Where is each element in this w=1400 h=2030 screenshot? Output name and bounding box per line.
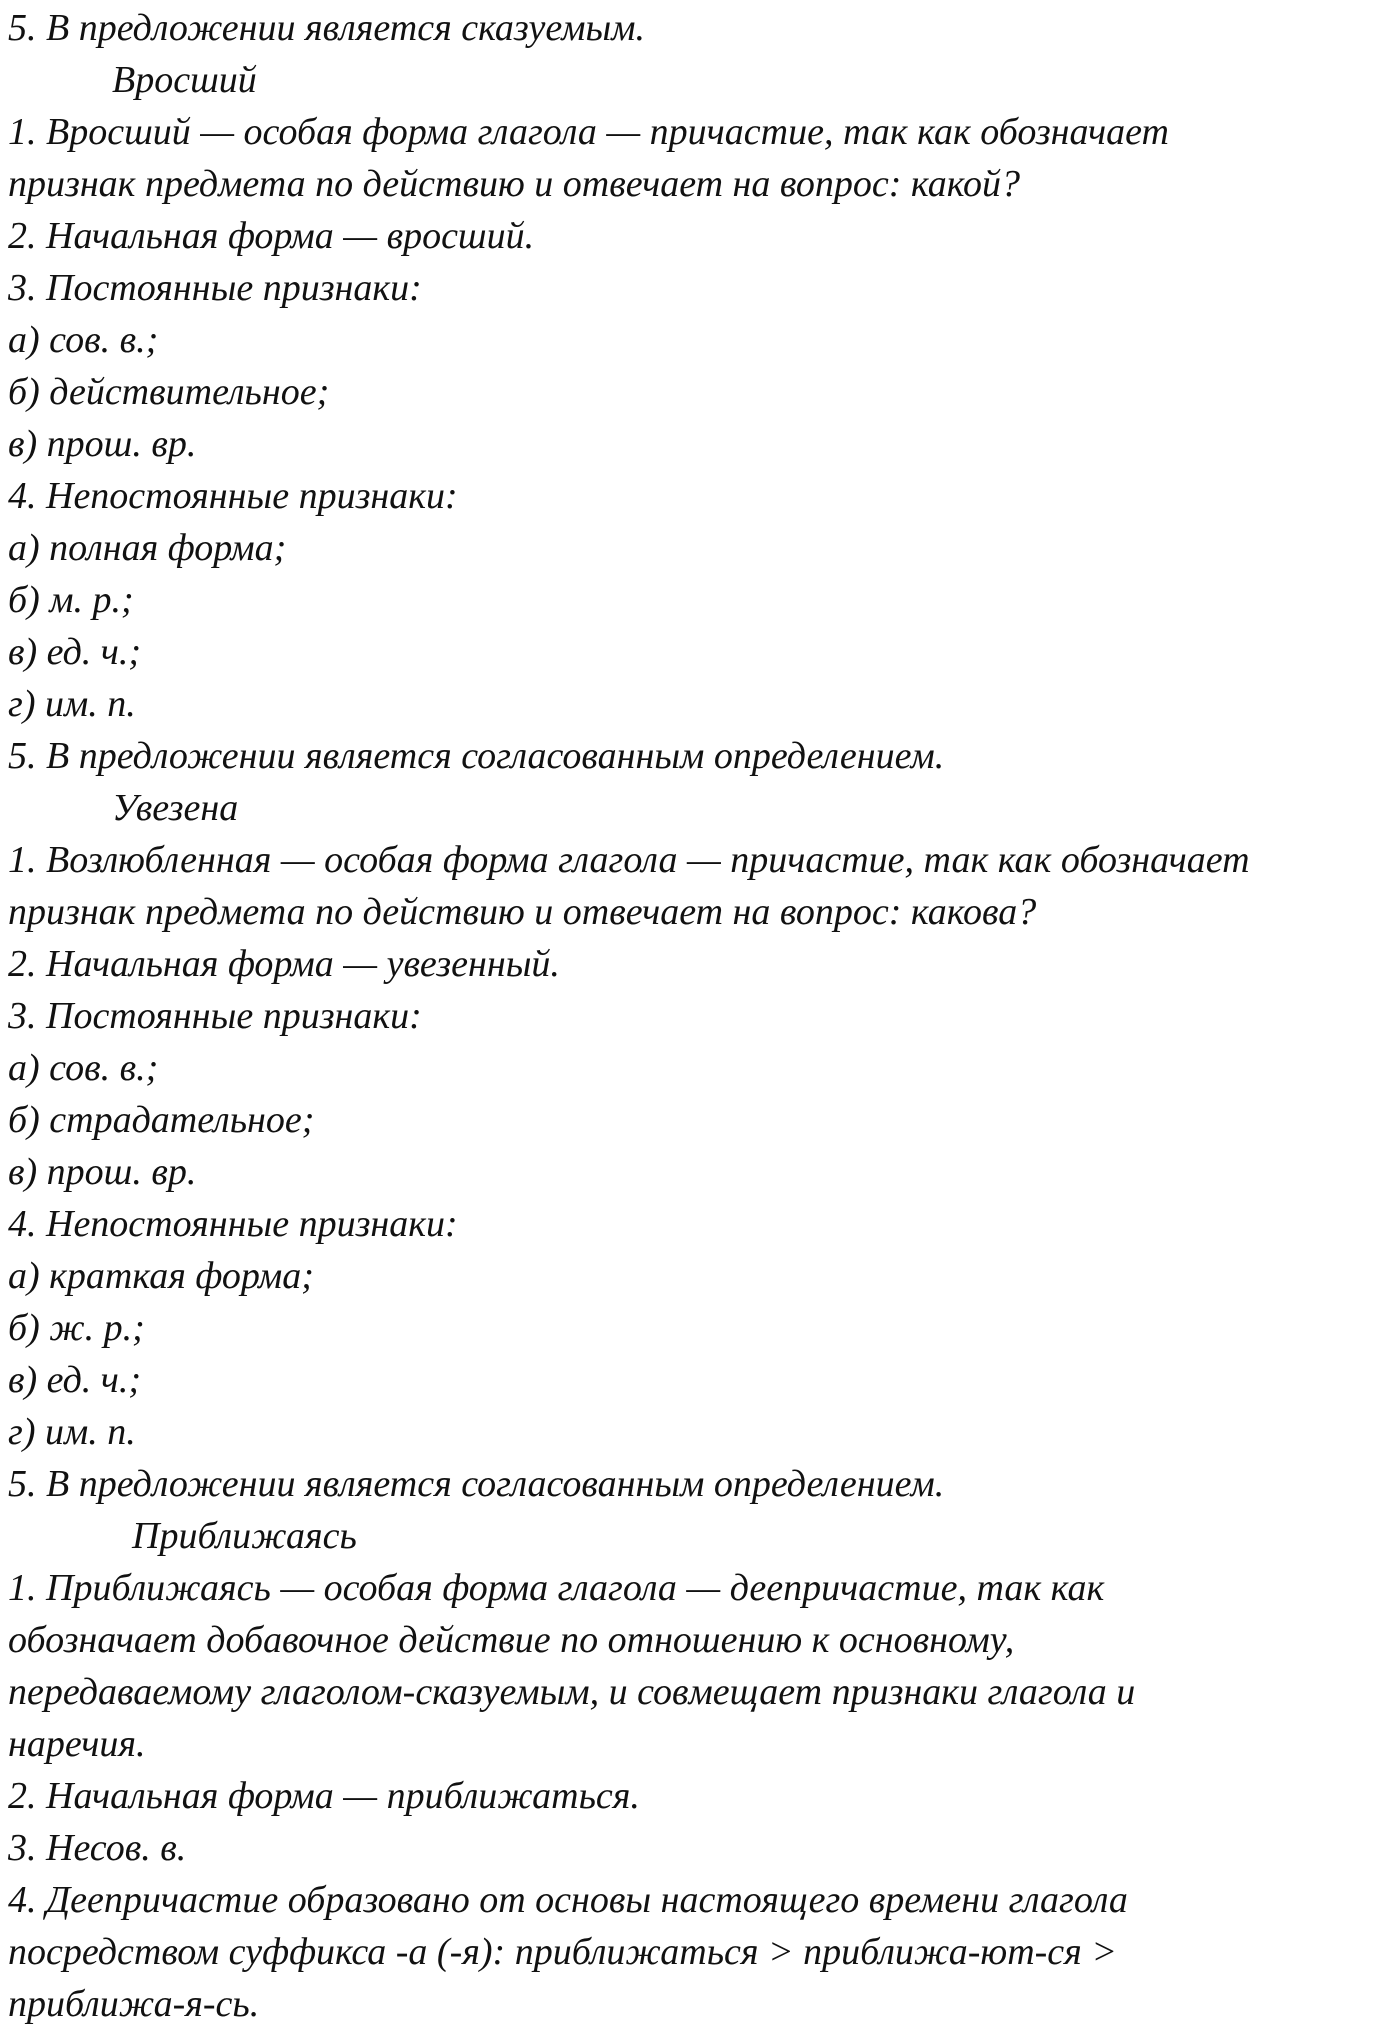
text-line: в) прош. вр. xyxy=(8,1151,197,1193)
text-line: а) сов. в.; xyxy=(8,1047,159,1089)
text-line: признак предмета по действию и отвечает на вопрос: какова? xyxy=(8,891,1037,933)
text-line: 5. В предложении является сказуемым. xyxy=(8,7,646,49)
text-line: б) страдательное; xyxy=(8,1099,315,1141)
section-heading: Вросший xyxy=(112,59,257,101)
text-line: а) краткая форма; xyxy=(8,1255,314,1297)
text-line: 3. Постоянные признаки: xyxy=(8,267,422,309)
text-line: передаваемому глаголом-сказуемым, и совмещает признаки глагола и xyxy=(8,1671,1136,1713)
text-line: а) полная форма; xyxy=(8,527,287,569)
text-line: б) ж. р.; xyxy=(8,1307,145,1349)
text-line: наречия. xyxy=(8,1723,146,1765)
text-line: в) ед. ч.; xyxy=(8,631,142,673)
text-line: приближа-я-сь. xyxy=(8,1983,260,2025)
text-line: обозначает добавочное действие по отношению к основному, xyxy=(8,1619,1015,1661)
text-line: в) ед. ч.; xyxy=(8,1359,142,1401)
text-line: 3. Несов. в. xyxy=(8,1827,187,1869)
text-line: 4. Деепричастие образовано от основы настоящего времени глагола xyxy=(8,1879,1128,1921)
text-line: 5. В предложении является согласованным определением. xyxy=(8,1463,945,1505)
text-line: 4. Непостоянные признаки: xyxy=(8,475,458,517)
text-line: 5. В предложении является согласованным определением. xyxy=(8,735,945,777)
text-line: 2. Начальная форма — увезенный. xyxy=(8,943,560,985)
text-line: 4. Непостоянные признаки: xyxy=(8,1203,458,1245)
text-line: 2. Начальная форма — вросший. xyxy=(8,215,535,257)
section-heading: Приближаясь xyxy=(132,1515,357,1557)
text-line: 1. Приближаясь — особая форма глагола — деепричастие, так как xyxy=(8,1567,1105,1609)
text-line: признак предмета по действию и отвечает на вопрос: какой? xyxy=(8,163,1021,205)
text-line: а) сов. в.; xyxy=(8,319,159,361)
text-line: г) им. п. xyxy=(8,683,136,725)
section-heading: Увезена xyxy=(112,787,239,829)
text-line: в) прош. вр. xyxy=(8,423,197,465)
text-line: посредством суффикса -а (-я): приближаться > приближа-ют-ся > xyxy=(8,1931,1117,1973)
text-line: 1. Вросший — особая форма глагола — причастие, так как обозначает xyxy=(8,111,1169,153)
text-line: 3. Постоянные признаки: xyxy=(8,995,422,1037)
text-line: г) им. п. xyxy=(8,1411,136,1453)
document-text xyxy=(8,2,1393,2030)
text-line: 1. Возлюбленная — особая форма глагола — причастие, так как обозначает xyxy=(8,839,1250,881)
text-line: б) действительное; xyxy=(8,371,330,413)
text-line: б) м. р.; xyxy=(8,579,134,621)
text-line: 2. Начальная форма — приближаться. xyxy=(8,1775,640,1817)
